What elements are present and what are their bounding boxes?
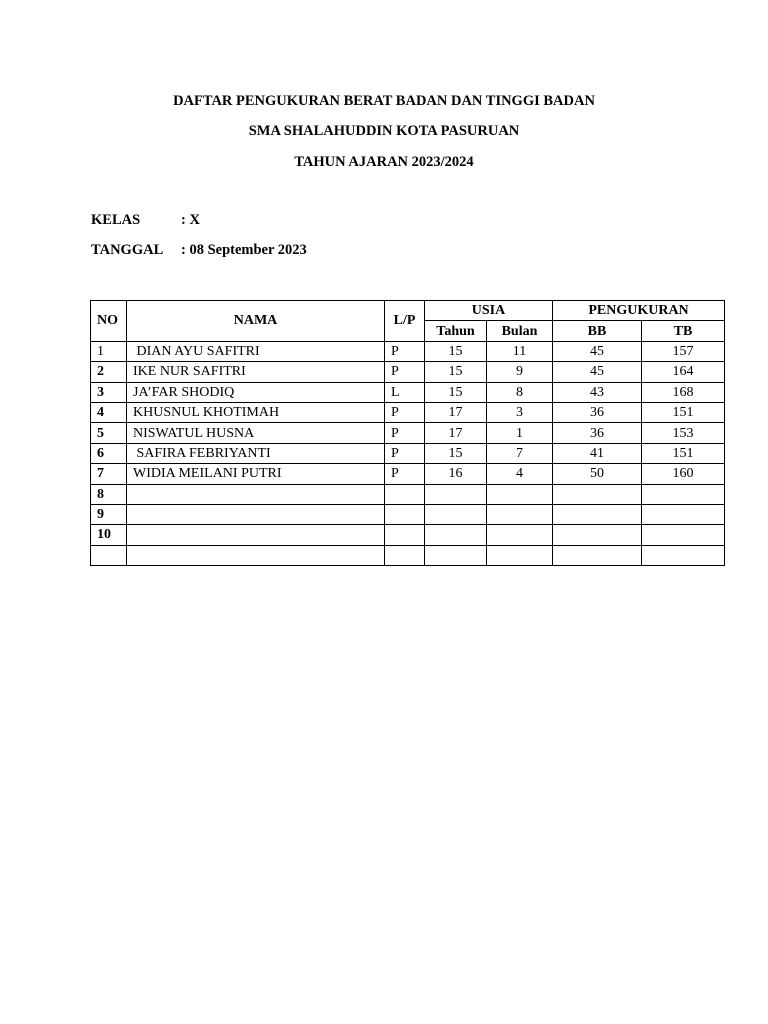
table-row — [91, 504, 725, 524]
student-name-cell: WIDIA MEILANI PUTRI — [127, 464, 385, 484]
height-cell — [642, 545, 725, 565]
age-months-cell: 9 — [487, 362, 553, 382]
weight-cell: 45 — [553, 341, 642, 361]
age-years-cell: 15 — [425, 341, 487, 361]
weight-cell: 45 — [553, 362, 642, 382]
age-years-cell — [425, 545, 487, 565]
height-cell: 157 — [642, 341, 725, 361]
student-name-cell — [127, 545, 385, 565]
age-months-cell: 7 — [487, 443, 553, 463]
student-name-cell: DIAN AYU SAFITRI — [127, 341, 385, 361]
table-row — [91, 545, 725, 565]
gender-cell: P — [385, 423, 425, 443]
age-years-cell: 17 — [425, 402, 487, 422]
age-months-cell — [487, 484, 553, 504]
row-number-cell: 9 — [91, 504, 127, 524]
height-cell: 153 — [642, 423, 725, 443]
weight-cell: 36 — [553, 402, 642, 422]
row-number-cell — [91, 545, 127, 565]
table-row — [91, 423, 725, 443]
height-cell — [642, 504, 725, 524]
table-row — [91, 382, 725, 402]
tanggal-label: TANGGAL — [91, 242, 164, 258]
age-years-cell — [425, 504, 487, 524]
weight-cell: 36 — [553, 423, 642, 443]
kelas-value: : X — [181, 212, 200, 228]
gender-cell: P — [385, 464, 425, 484]
row-number-cell: 1 — [91, 341, 127, 361]
header-no: NO — [91, 301, 127, 342]
table-row — [91, 443, 725, 463]
table-row — [91, 484, 725, 504]
kelas-line — [91, 212, 200, 229]
age-years-cell: 15 — [425, 382, 487, 402]
height-cell: 151 — [642, 443, 725, 463]
age-months-cell — [487, 545, 553, 565]
age-months-cell: 3 — [487, 402, 553, 422]
document-title: DAFTAR PENGUKURAN BERAT BADAN DAN TINGGI BADAN — [173, 93, 595, 109]
row-number-cell: 6 — [91, 443, 127, 463]
age-years-cell: 17 — [425, 423, 487, 443]
gender-cell: P — [385, 443, 425, 463]
gender-cell — [385, 545, 425, 565]
height-cell — [642, 525, 725, 545]
height-cell: 168 — [642, 382, 725, 402]
weight-cell — [553, 525, 642, 545]
header-nama: NAMA — [127, 301, 385, 342]
weight-cell: 43 — [553, 382, 642, 402]
age-months-cell: 4 — [487, 464, 553, 484]
student-name-cell — [127, 484, 385, 504]
age-months-cell: 1 — [487, 423, 553, 443]
header-usia: USIA — [425, 301, 553, 321]
academic-year: TAHUN AJARAN 2023/2024 — [294, 154, 474, 170]
age-years-cell — [425, 525, 487, 545]
weight-cell — [553, 504, 642, 524]
kelas-label: KELAS — [91, 212, 141, 228]
gender-cell — [385, 504, 425, 524]
header-bulan: Bulan — [487, 321, 553, 341]
header-tb: TB — [642, 321, 725, 341]
header-tahun: Tahun — [425, 321, 487, 341]
weight-cell: 41 — [553, 443, 642, 463]
row-number-cell: 10 — [91, 525, 127, 545]
table-row — [91, 525, 725, 545]
age-months-cell — [487, 504, 553, 524]
school-name: SMA SHALAHUDDIN KOTA PASURUAN — [248, 123, 520, 139]
age-months-cell — [487, 525, 553, 545]
header-row-top — [91, 301, 725, 321]
row-number-cell: 8 — [91, 484, 127, 504]
gender-cell — [385, 525, 425, 545]
student-name-cell: KHUSNUL KHOTIMAH — [127, 402, 385, 422]
row-number-cell: 7 — [91, 464, 127, 484]
table-row — [91, 362, 725, 382]
age-months-cell: 8 — [487, 382, 553, 402]
row-number-cell: 5 — [91, 423, 127, 443]
weight-cell: 50 — [553, 464, 642, 484]
height-cell — [642, 484, 725, 504]
student-name-cell: IKE NUR SAFITRI — [127, 362, 385, 382]
age-years-cell: 15 — [425, 362, 487, 382]
weight-cell — [553, 484, 642, 504]
student-name-cell — [127, 504, 385, 524]
table-row — [91, 402, 725, 422]
weight-cell — [553, 545, 642, 565]
row-number-cell: 3 — [91, 382, 127, 402]
table-row — [91, 464, 725, 484]
age-months-cell: 11 — [487, 341, 553, 361]
age-years-cell: 16 — [425, 464, 487, 484]
gender-cell — [385, 484, 425, 504]
height-cell: 160 — [642, 464, 725, 484]
age-years-cell — [425, 484, 487, 504]
header-bb: BB — [553, 321, 642, 341]
measurement-table — [90, 300, 725, 566]
header-pengukuran: PENGUKURAN — [553, 301, 725, 321]
gender-cell: P — [385, 362, 425, 382]
gender-cell: P — [385, 341, 425, 361]
gender-cell: L — [385, 382, 425, 402]
row-number-cell: 4 — [91, 402, 127, 422]
student-name-cell: NISWATUL HUSNA — [127, 423, 385, 443]
student-name-cell — [127, 525, 385, 545]
tanggal-value: : 08 September 2023 — [181, 242, 307, 258]
table-row — [91, 341, 725, 361]
gender-cell: P — [385, 402, 425, 422]
row-number-cell: 2 — [91, 362, 127, 382]
tanggal-line — [91, 242, 307, 259]
header-lp: L/P — [385, 301, 425, 342]
age-years-cell: 15 — [425, 443, 487, 463]
height-cell: 164 — [642, 362, 725, 382]
student-name-cell: JA’FAR SHODIQ — [127, 382, 385, 402]
student-name-cell: SAFIRA FEBRIYANTI — [127, 443, 385, 463]
height-cell: 151 — [642, 402, 725, 422]
